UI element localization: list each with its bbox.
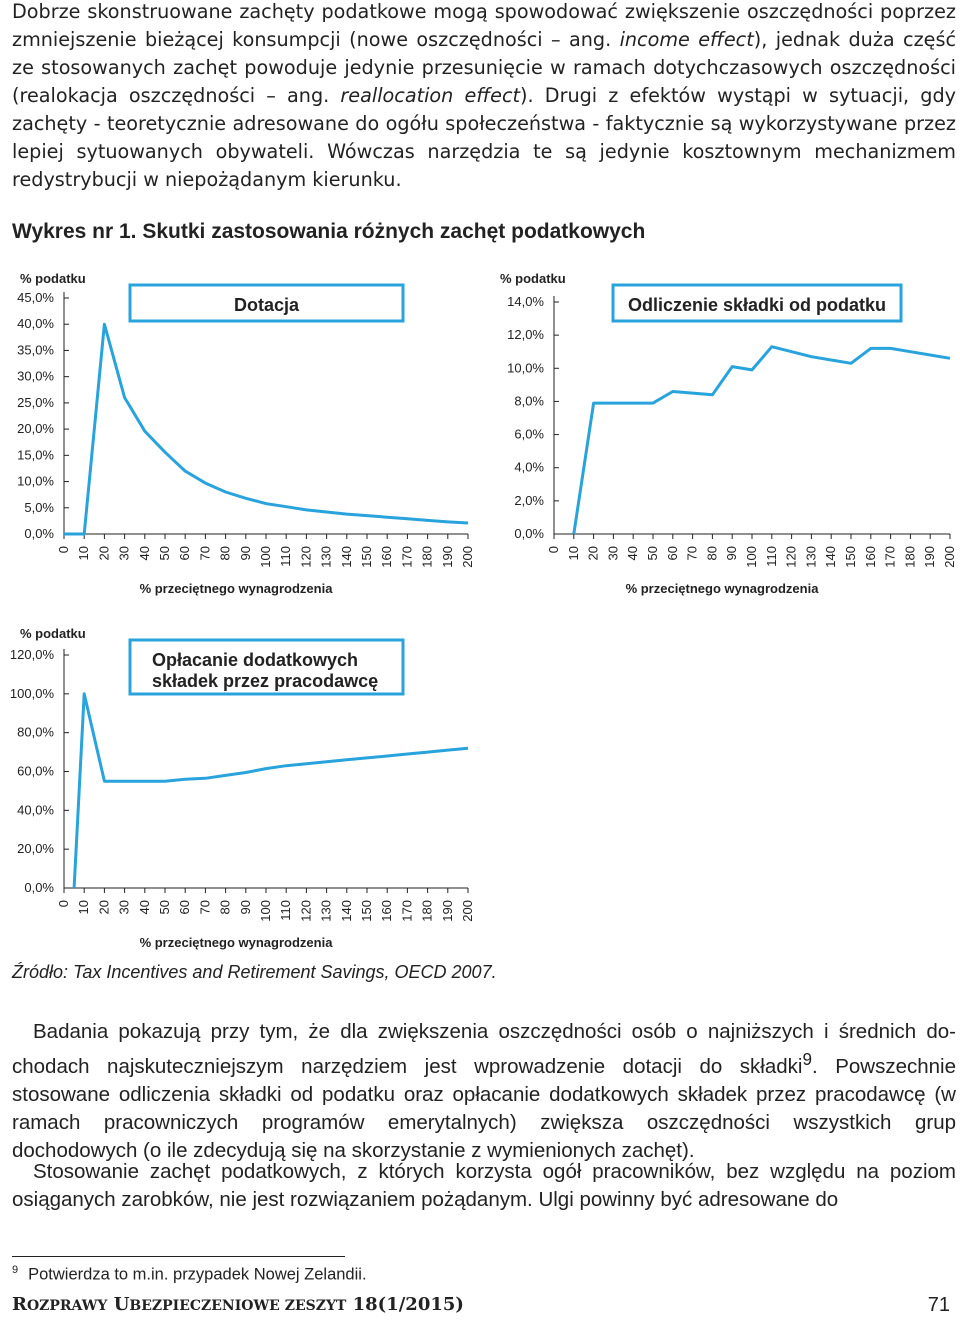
x-tick-label: 90 (724, 546, 740, 561)
footnote-number: 9 (12, 1264, 19, 1276)
x-tick-label: 30 (116, 546, 132, 561)
x-tick-label: 20 (96, 900, 112, 915)
y-tick-label: 45,0% (17, 290, 54, 305)
series-line (64, 324, 468, 534)
x-axis-label: % przeciętnego wynagrodzenia (139, 581, 333, 596)
paragraph-research: Badania pokazują przy tym, że dla zwiększenia oszczędności osób o najniższych i średnich dochodach najskuteczniejszym narzędziem jest wprowadzenie dotacji do składki$^9$. Powszechnie stosowane odliczenia składki od podatku oraz opłacanie dodatkowych składek przez pracodawcę (w ramach pracowniczych programów emerytalnych) zwiększa oszczędności wszystkich grup dochodowych (o ile zdecydują się na skorzystanie z wymienionych zachęt). (12, 1020, 956, 1162)
x-tick-label: 60 (177, 546, 193, 561)
x-tick-label: 60 (177, 900, 193, 915)
series-line (74, 694, 468, 888)
x-tick-label: 50 (157, 900, 172, 915)
y-tick-label: 12,0% (507, 327, 544, 343)
x-tick-label: 30 (605, 546, 621, 561)
x-tick-label: 180 (419, 900, 435, 922)
x-tick-label: 40 (625, 546, 641, 561)
x-tick-label: 100 (744, 546, 759, 568)
x-tick-label: 140 (823, 546, 839, 568)
x-tick-label: 10 (76, 900, 92, 915)
figure-title: Wykres nr 1. Skutki zastosowania różnych zachęt podatkowych (12, 220, 646, 243)
y-tick-label: 25,0% (17, 394, 54, 410)
x-tick-label: 120 (298, 900, 314, 922)
x-tick-label: 150 (359, 900, 374, 922)
x-tick-label: 0 (546, 546, 561, 554)
x-axis-label: % przeciętnego wynagrodzenia (139, 935, 333, 950)
x-tick-label: 200 (460, 900, 475, 922)
x-tick-label: 200 (942, 546, 957, 568)
y-tick-label: 20,0% (17, 421, 54, 437)
x-tick-label: 150 (843, 546, 858, 568)
x-tick-label: 130 (803, 546, 819, 568)
paragraph-incentives: Stosowanie zachęt podatkowych, z których korzysta ogół pracowników, bez względu na poziom osiąganych zarobków, nie jest rozwiązaniem pożądanym. Ulgi powinny być adresowane do (12, 1160, 956, 1211)
x-tick-label: 80 (217, 900, 233, 915)
y-tick-label: 60,0% (17, 763, 54, 779)
chart-odliczenie (480, 262, 960, 602)
x-tick-label: 130 (318, 900, 334, 922)
x-tick-label: 80 (704, 546, 720, 561)
x-tick-label: 90 (237, 546, 253, 561)
y-tick-label: 30,0% (17, 368, 54, 384)
y-axis-label: % podatku (20, 271, 86, 286)
y-tick-label: 40,0% (17, 802, 54, 818)
x-tick-label: 100 (258, 900, 273, 922)
page-number: 71 (927, 1294, 950, 1316)
x-tick-label: 160 (379, 900, 395, 922)
x-tick-label: 20 (585, 546, 601, 561)
footnote-divider (12, 1256, 345, 1257)
footnote-text: Potwierdza to m.in. przypadek Nowej Zelandii. (28, 1265, 367, 1284)
x-tick-label: 70 (197, 546, 213, 561)
y-tick-label: 4,0% (514, 459, 544, 475)
x-tick-label: 50 (157, 546, 172, 561)
footnote (12, 1264, 367, 1285)
y-tick-label: 6,0% (514, 426, 544, 442)
y-tick-label: 10,0% (17, 473, 54, 489)
x-tick-label: 190 (439, 900, 455, 922)
x-tick-label: 190 (922, 546, 938, 568)
y-tick-label: 15,0% (17, 447, 54, 463)
x-tick-label: 140 (338, 546, 354, 568)
y-tick-label: 120,0% (9, 647, 54, 662)
y-axis-label: % podatku (500, 271, 566, 286)
x-tick-label: 100 (258, 546, 273, 568)
y-axis-label: % podatku (20, 626, 86, 641)
figure-source: Źródło: Tax Incentives and Retirement Savings, OECD 2007. (12, 962, 497, 982)
chart-dotacja (0, 262, 480, 602)
y-tick-label: 100,0% (9, 685, 54, 701)
series-line (574, 347, 950, 534)
paragraph-intro: Dobrze skonstruowane zachęty podatkowe mogą spowodować zwiększenie oszczędności poprzez zmniejszenie bieżącej konsumpcji (nowe oszczędności – ang. income effect), jednak duża część ze stosowanych zachęt powoduje jedynie przesunięcie w ramach dotychczasowych oszczędności (realokacja oszczędności – ang. reallocation effect). Drugi z efektów wystąpi w sytuacji, gdy zachęty - teoretycznie adresowane do ogółu społeczeństwa - faktycznie są wykorzystywane przez lepiej sytuowanych obywateli. Wówczas narzędzia te są jedynie kosztownym mechanizmem redystrybucji w niepożądanym kierunku. (12, 0, 957, 191)
x-tick-label: 200 (460, 546, 475, 568)
journal-name: ROZPRAWY UBEZPIECZENIOWE ZESZYT 18(1/2015) (12, 1294, 464, 1315)
x-tick-label: 160 (379, 546, 395, 568)
x-tick-label: 150 (359, 546, 374, 568)
x-tick-label: 110 (278, 900, 294, 921)
x-tick-label: 110 (763, 546, 779, 567)
x-tick-label: 40 (136, 546, 152, 561)
x-tick-label: 170 (882, 546, 898, 568)
x-tick-label: 90 (237, 900, 253, 915)
y-tick-label: 5,0% (24, 499, 54, 515)
x-tick-label: 10 (565, 546, 581, 561)
x-tick-label: 50 (645, 546, 660, 561)
chart-title: Opłacanie dodatkowych (152, 650, 359, 670)
x-tick-label: 180 (419, 546, 435, 568)
x-tick-label: 60 (664, 546, 680, 561)
x-tick-label: 190 (439, 546, 455, 568)
x-tick-label: 170 (399, 546, 415, 568)
x-tick-label: 120 (298, 546, 314, 568)
chart-title: Odliczenie składki od podatku (627, 295, 887, 315)
x-tick-label: 40 (136, 900, 152, 915)
x-tick-label: 160 (862, 546, 878, 568)
y-tick-label: 0,0% (24, 526, 54, 541)
x-tick-label: 70 (684, 546, 700, 561)
y-tick-label: 80,0% (17, 724, 54, 740)
x-tick-label: 80 (217, 546, 233, 561)
x-tick-label: 10 (76, 546, 92, 561)
y-tick-label: 8,0% (514, 393, 544, 409)
x-tick-label: 180 (902, 546, 918, 568)
x-tick-label: 0 (56, 546, 71, 554)
x-tick-label: 120 (783, 546, 799, 568)
y-tick-label: 35,0% (17, 342, 54, 358)
x-tick-label: 130 (318, 546, 334, 568)
y-tick-label: 10,0% (507, 360, 544, 376)
chart-pracodawca (0, 617, 480, 957)
y-tick-label: 2,0% (514, 492, 544, 508)
x-tick-label: 140 (338, 900, 354, 922)
x-tick-label: 110 (278, 546, 294, 567)
y-tick-label: 40,0% (17, 316, 54, 332)
x-tick-label: 70 (197, 900, 213, 915)
x-tick-label: 0 (56, 900, 71, 908)
chart-title: Dotacja (233, 295, 300, 315)
y-tick-label: 14,0% (507, 294, 544, 309)
chart-title: składek przez pracodawcę (152, 671, 379, 691)
x-tick-label: 30 (116, 900, 132, 915)
x-tick-label: 170 (399, 900, 415, 922)
x-tick-label: 20 (96, 546, 112, 561)
y-tick-label: 0,0% (24, 880, 54, 895)
y-tick-label: 20,0% (17, 841, 54, 857)
y-tick-label: 0,0% (514, 526, 544, 541)
x-axis-label: % przeciętnego wynagrodzenia (625, 581, 819, 596)
